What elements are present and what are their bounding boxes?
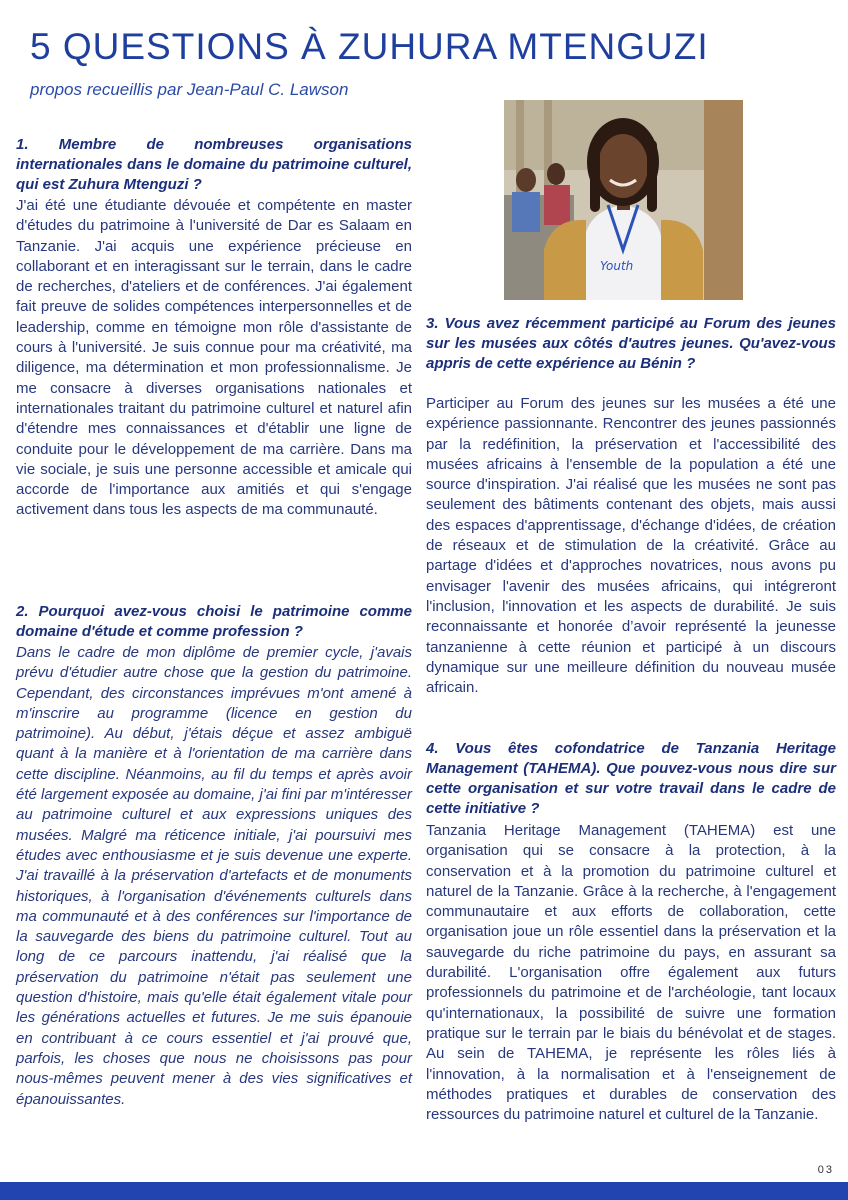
page-number: 03	[817, 1164, 834, 1176]
footer-bar	[0, 1182, 848, 1200]
portrait-photo	[504, 100, 743, 300]
answer-3: Participer au Forum des jeunes sur les musées a été une expérience passionnante. Rencontrer des jeunes passionnés par la redéfinition, la préservation et l'accessibilité des musées africains à l'ensemble de la population a été une source d'inspiration. J'ai réalisé que les musées ne sont pas seulement des bâtiments contenant des objets, mais aussi des espaces d'apprentissage, d'échange d'idées, de création de réseaux et de stimulation de la créativité. Grâce au partage d'idées et d'approches novatrices, nous avons pu envisager l'avenir des musées africains, qui intégreront l'inclusion, l'innovation et les aspects de durabilité. Je suis reconnaissante et honorée d’avoir représenté la jeunesse tanzanienne à cette réunion et participé à un discours dynamique sur une meilleure définition du nouveau musée africain.	[426, 395, 836, 697]
page-title: 5 QUESTIONS À ZUHURA MTENGUZI	[30, 26, 709, 67]
byline: propos recueillis par Jean-Paul C. Lawson	[30, 80, 349, 99]
answer-1: J'ai été une étudiante dévouée et compétente en master d'études du patrimoine à l'université de Dar es Salaam en Tanzanie. J'ai acquis une expérience précieuse en collaborant et en interagissant sur le terrain, dans le cadre de recherches, d'ateliers et de conférences. J'ai également fait preuve de solides compétences interpersonnelles et de leadership, comme en témoigne mon rôle d'assistante de cours à l'université. Je suis connue pour ma créativité, ma diligence, ma détermination et mon professionnalisme. Je me consacre à diverses organisations nationales et internationales traitant du patrimoine culturel et naturel afin d'étendre mes connaissances et d'établir une ligne de conduite pour le développement de ma carrière. Dans ma vie sociale, je suis une personne accessible et amicale qui accorde de l'importance aux amitiés et qui s'engage activement dans tous les aspects de ma communauté.	[16, 197, 412, 519]
portrait-illustration	[504, 100, 743, 300]
answer-2: Dans le cadre de mon diplôme de premier cycle, j'avais prévu d'étudier autre chose que la gestion du patrimoine. Cependant, des circonstances imprévues m'ont amené à m'inscrire au programme (licence en gestion du patrimoine). Au début, j'étais déçue et assez ambiguë quant à la manière et à l'orientation de ma carrière dans cette discipline. Néanmoins, au fil du temps et après avoir été largement exposée au domaine, j'ai fini par m'intéresser au patrimoine culturel et aux expressions uniques des musées. Malgré ma réticence initiale, j'ai poursuivi mes études avec enthousiasme et je suis devenue une experte. J'ai travaillé à la préservation d'artefacts et de monuments historiques, à l'organisation d'événements culturels dans ma communauté et à des conférences sur l'importance de la sauvegarde des biens du patrimoine culturel. Tout au long de ce parcours inattendu, j'ai réalisé que la préservation du patrimoine n'était pas seulement une question d'histoire, mais qu'elle était également vitale pour les générations actuelles et futures. Je me suis épanouie en contribuant à ce cours essentiel et j'ai prouvé que, parfois, les choses que nous ne choisissons pas pour nous-mêmes peuvent mener à des vies significatives et épanouissantes.	[16, 644, 412, 1108]
question-2: 2. Pourquoi avez-vous choisi le patrimoine comme domaine d'étude et comme profession ?	[16, 603, 412, 640]
question-3: 3. Vous avez récemment participé au Forum des jeunes sur les musées aux côtés d'autres jeunes. Qu'avez-vous appris de cette expérience au Bénin ?	[426, 315, 836, 372]
answer-4: Tanzania Heritage Management (TAHEMA) est une organisation qui se consacre à la protection, à la conservation et à la promotion du patrimoine culturel et naturel de la Tanzanie. Grâce à la recherche, à l'engagement communautaire et aux efforts de collaboration, cette organisation joue un rôle essentiel dans la préservation et la sauvegarde du riche patrimoine du pays, en assurant sa durabilité. L'organisation offre également aux futurs professionnels du patrimoine et de l'archéologie, tant locaux qu'internationaux, la possibilité de suivre une formation pratique sur le terrain par le biais du bénévolat et de stages. Au sein de TAHEMA, je représente les rôles liés à l'innovation, à la normalisation et à l'enseignement de méthodes pratiques et durables de conservation des ressources du patrimoine naturel et culturel de la Tanzanie.	[426, 822, 836, 1124]
question-4: 4. Vous êtes cofondatrice de Tanzania Heritage Management (TAHEMA). Que pouvez-vous nous dire sur cette organisation et sur votre travail dans le cadre de cette initiative ?	[426, 740, 836, 817]
question-1: 1. Membre de nombreuses organisations internationales dans le domaine du patrimoine culturel, qui est Zuhura Mtenguzi ?	[16, 136, 412, 193]
svg-text:Youth: Youth	[600, 259, 634, 273]
